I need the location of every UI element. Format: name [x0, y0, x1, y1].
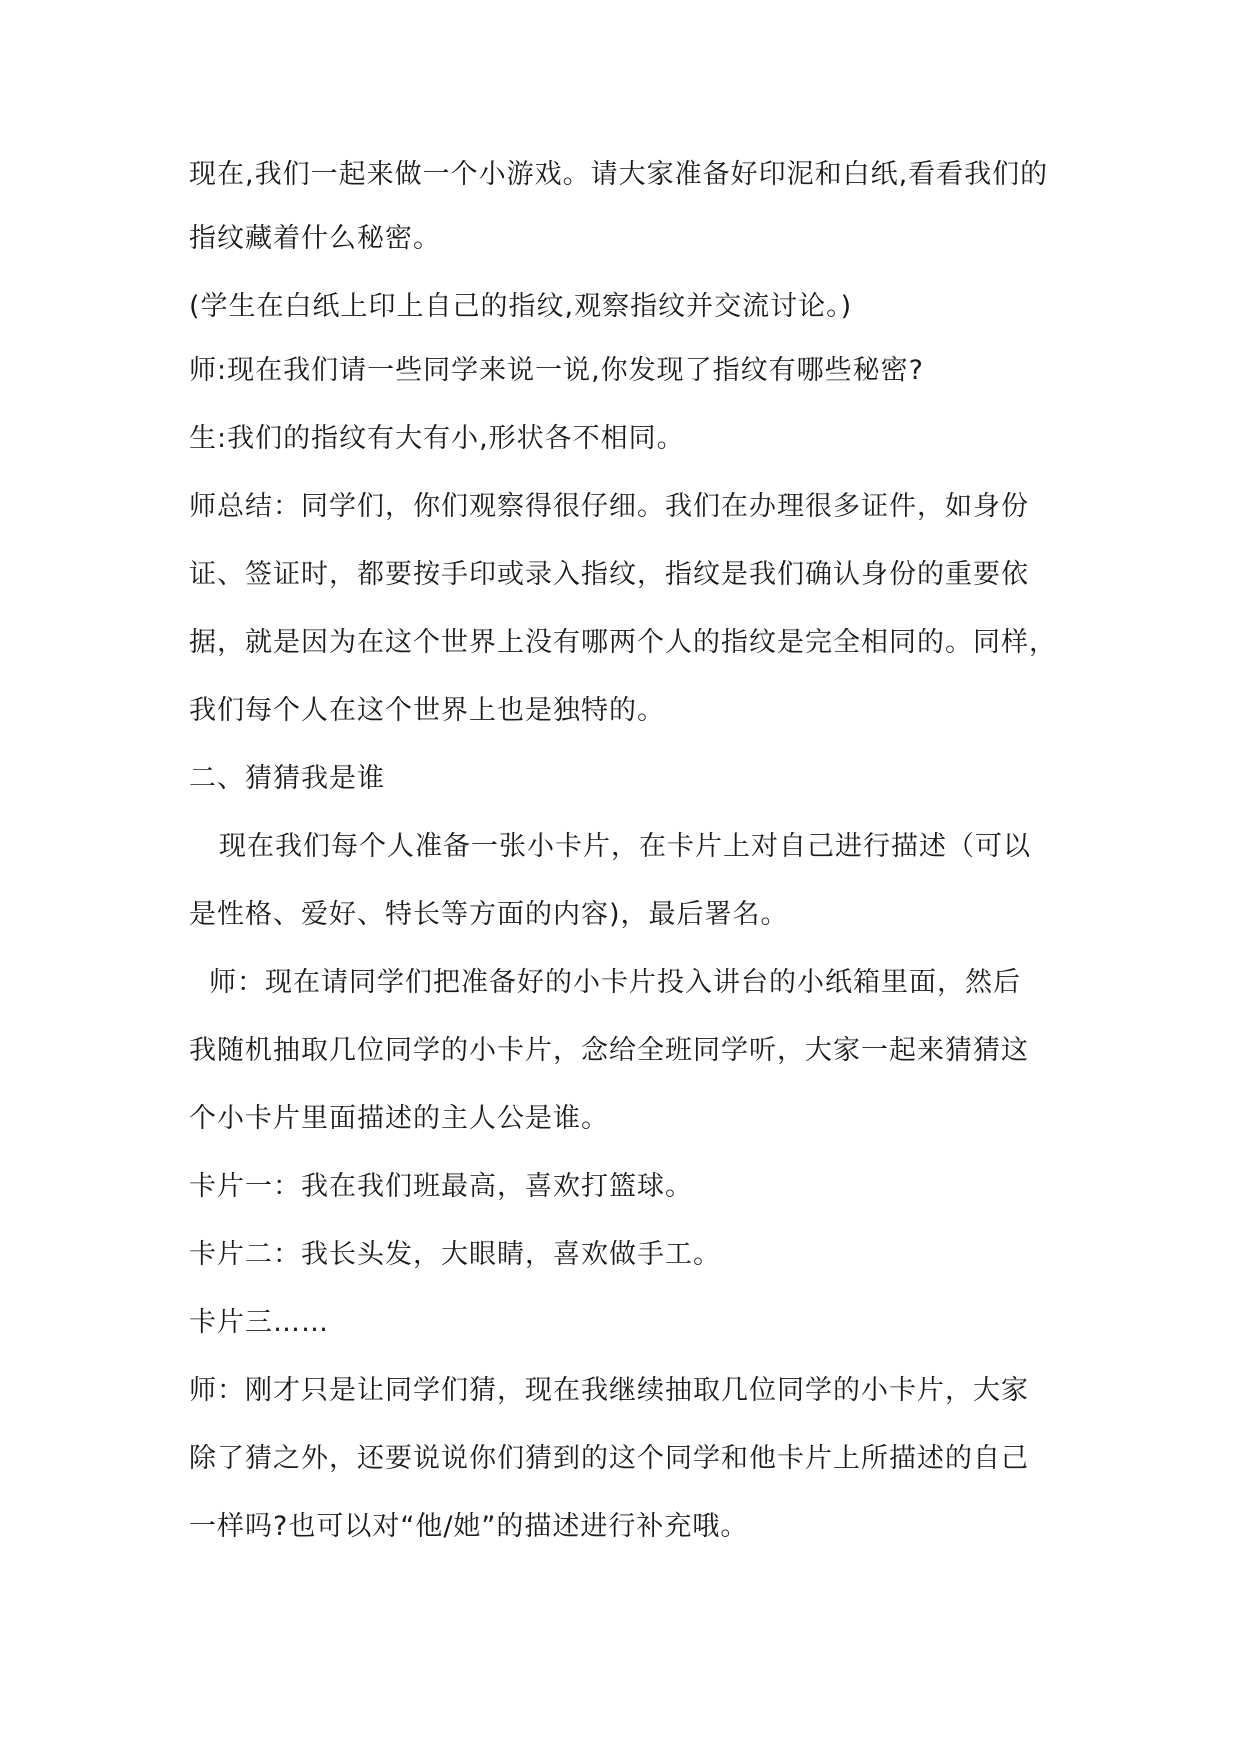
text-line: 卡片一：我在我们班最高，喜欢打篮球。 — [189, 1171, 693, 1202]
section-heading: 二、猜猜我是谁 — [189, 763, 385, 794]
text-line: 除了猜之外，还要说说你们猜到的这个同学和他卡片上所描述的自己 — [189, 1443, 1029, 1474]
text-line: 个小卡片里面描述的主人公是谁。 — [189, 1103, 609, 1134]
text-line: 师：现在请同学们把准备好的小卡片投入讲台的小纸箱里面，然后 — [209, 967, 1021, 998]
text-line: 现在我们每个人准备一张小卡片，在卡片上对自己进行描述（可以 — [219, 831, 1031, 862]
text-line: 师总结：同学们，你们观察得很仔细。我们在办理很多证件，如身份 — [189, 491, 1029, 522]
text-line: 一样吗?也可以对“他/她”的描述进行补充哦。 — [189, 1511, 749, 1542]
text-line: 是性格、爱好、特长等方面的内容)，最后署名。 — [189, 899, 789, 930]
text-line: 指纹藏着什么秘密。 — [189, 223, 441, 254]
document-body — [189, 158, 1069, 1578]
text-line: 我们每个人在这个世界上也是独特的。 — [189, 695, 665, 726]
text-line: 证、签证时，都要按手印或录入指纹，指纹是我们确认身份的重要依 — [189, 559, 1029, 590]
text-line: 卡片三…… — [189, 1307, 329, 1338]
text-line: 卡片二：我长头发，大眼睛，喜欢做手工。 — [189, 1239, 721, 1270]
text-line: (学生在白纸上印上自己的指纹,观察指纹并交流讨论。) — [189, 291, 853, 322]
text-line: 现在,我们一起来做一个小游戏。请大家准备好印泥和白纸,看看我们的 — [189, 159, 1049, 190]
text-line: 师:现在我们请一些同学来说一说,你发现了指纹有哪些秘密? — [189, 355, 925, 386]
text-line: 我随机抽取几位同学的小卡片，念给全班同学听，大家一起来猜猜这 — [189, 1035, 1029, 1066]
text-line: 生:我们的指纹有大有小,形状各不相同。 — [189, 423, 685, 454]
text-line: 师：刚才只是让同学们猜，现在我继续抽取几位同学的小卡片，大家 — [189, 1375, 1029, 1406]
text-line: 据，就是因为在这个世界上没有哪两个人的指纹是完全相同的。同样， — [189, 627, 1057, 658]
